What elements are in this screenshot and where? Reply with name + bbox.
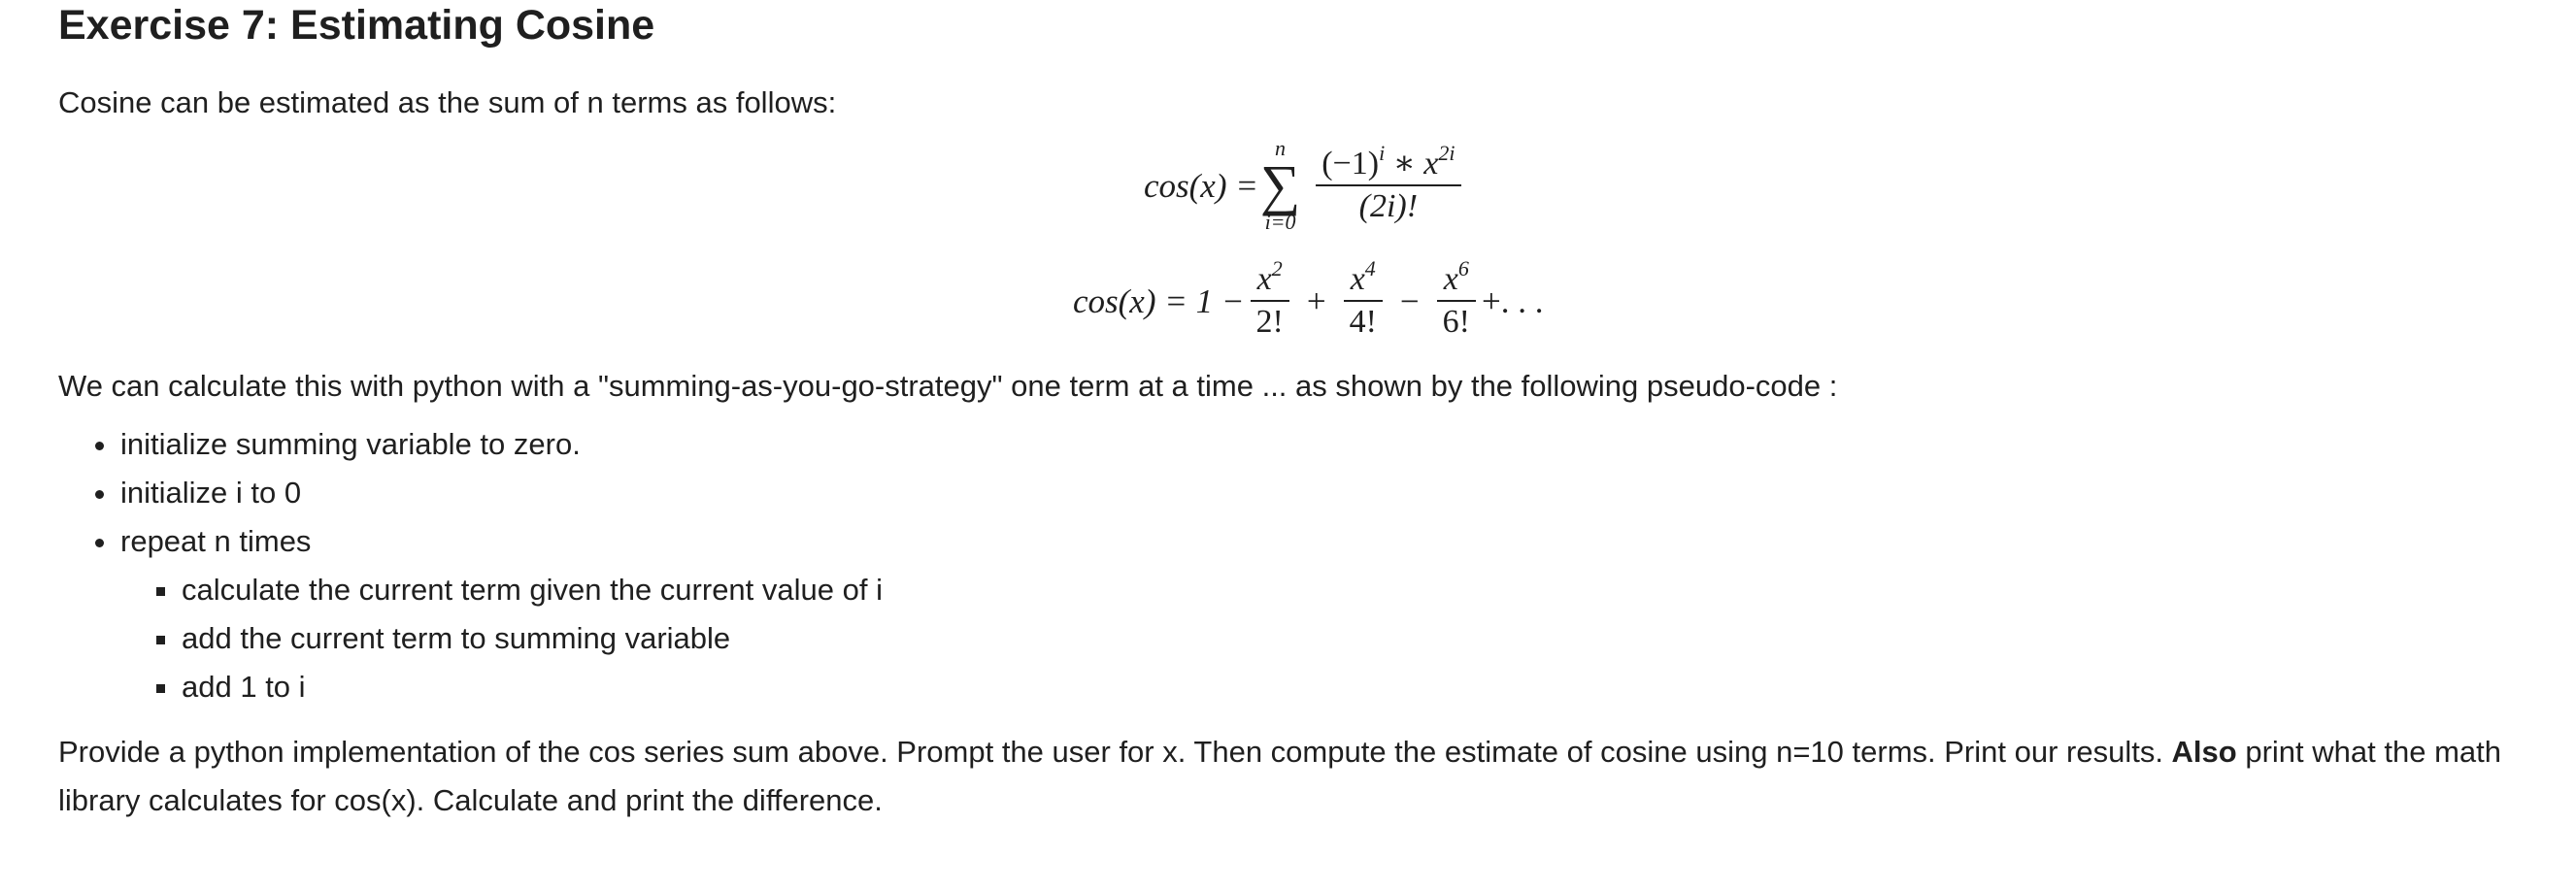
task-emphasis: Also bbox=[2171, 735, 2237, 769]
pseudocode-intro: We can calculate this with python with a "summing-as-you-go-strategy" one term at a time ... as shown by the following pseudo-code : bbox=[58, 369, 1838, 403]
formula2-lhs: cos(x) = 1 − bbox=[1073, 281, 1245, 320]
intro-paragraph: Cosine can be estimated as the sum of n terms as follows: bbox=[58, 85, 837, 119]
list-item: ▪ add the current term to summing variable bbox=[181, 614, 2544, 663]
cosine-series-formula bbox=[1144, 127, 1467, 244]
summation-upper-limit: n bbox=[1275, 136, 1287, 160]
term-x2-denominator: 2! bbox=[1255, 304, 1284, 340]
term-x4-denominator: 4! bbox=[1349, 304, 1377, 340]
list-item: ▪ calculate the current term given the current value of i bbox=[181, 566, 2544, 614]
term-x2-fraction bbox=[1251, 256, 1289, 343]
summation-operator bbox=[1260, 137, 1300, 234]
task-text-part2: print what the math library calculates for cos(x). Calculate and print the difference. bbox=[58, 735, 2501, 817]
pseudocode-list bbox=[58, 420, 2544, 711]
task-text-part1: Provide a python implementation of the cos series sum above. Prompt the user for x. Then compute the estimate of cosine using n=10 terms. Print our results. bbox=[58, 735, 2172, 769]
pseudocode-sublist bbox=[120, 566, 2544, 711]
term-x6-numerator bbox=[1438, 256, 1475, 300]
term-x2-exponent: 2 bbox=[1271, 256, 1283, 280]
list-item: • initialize summing variable to zero. bbox=[119, 420, 2544, 469]
numerator-exponent-i: i bbox=[1379, 141, 1386, 165]
term-x4-numerator bbox=[1345, 256, 1382, 300]
list-item: • initialize i to 0 bbox=[119, 469, 2544, 517]
term-x4-fraction bbox=[1344, 256, 1383, 343]
term-x6-base: x bbox=[1443, 261, 1458, 297]
series-term-fraction bbox=[1316, 141, 1460, 227]
sigma-symbol: ∑ bbox=[1259, 153, 1301, 216]
list-item bbox=[119, 517, 2544, 711]
formula-block bbox=[58, 127, 2544, 350]
term-x2-numerator bbox=[1252, 256, 1288, 300]
numerator-exponent-2i: 2i bbox=[1438, 141, 1455, 165]
term-x4-base: x bbox=[1350, 261, 1365, 297]
term-x4-exponent: 4 bbox=[1364, 256, 1376, 280]
plus-operator: + bbox=[1306, 281, 1326, 320]
notebook-markdown-cell bbox=[58, 0, 2544, 825]
cosine-expanded-formula bbox=[1073, 251, 1543, 350]
term-x6-denominator: 6! bbox=[1442, 304, 1470, 340]
list-item-label: repeat n times bbox=[120, 524, 312, 558]
minus-operator: − bbox=[1399, 281, 1420, 320]
numerator-base: (−1) bbox=[1321, 146, 1380, 181]
series-continuation: +. . . bbox=[1481, 281, 1544, 320]
list-item: ▪ add 1 to i bbox=[181, 663, 2544, 711]
formula1-lhs: cos(x) = bbox=[1144, 166, 1258, 205]
numerator-x: ∗ x bbox=[1385, 146, 1439, 181]
series-term-numerator bbox=[1316, 141, 1460, 184]
term-x2-base: x bbox=[1256, 261, 1272, 297]
term-x6-fraction bbox=[1437, 256, 1476, 343]
exercise-heading: Exercise 7: Estimating Cosine bbox=[58, 2, 655, 49]
term-x6-exponent: 6 bbox=[1457, 256, 1469, 280]
task-paragraph bbox=[58, 728, 2544, 825]
series-term-denominator: (2i)! bbox=[1358, 188, 1419, 224]
summation-lower-limit: i=0 bbox=[1264, 210, 1296, 234]
